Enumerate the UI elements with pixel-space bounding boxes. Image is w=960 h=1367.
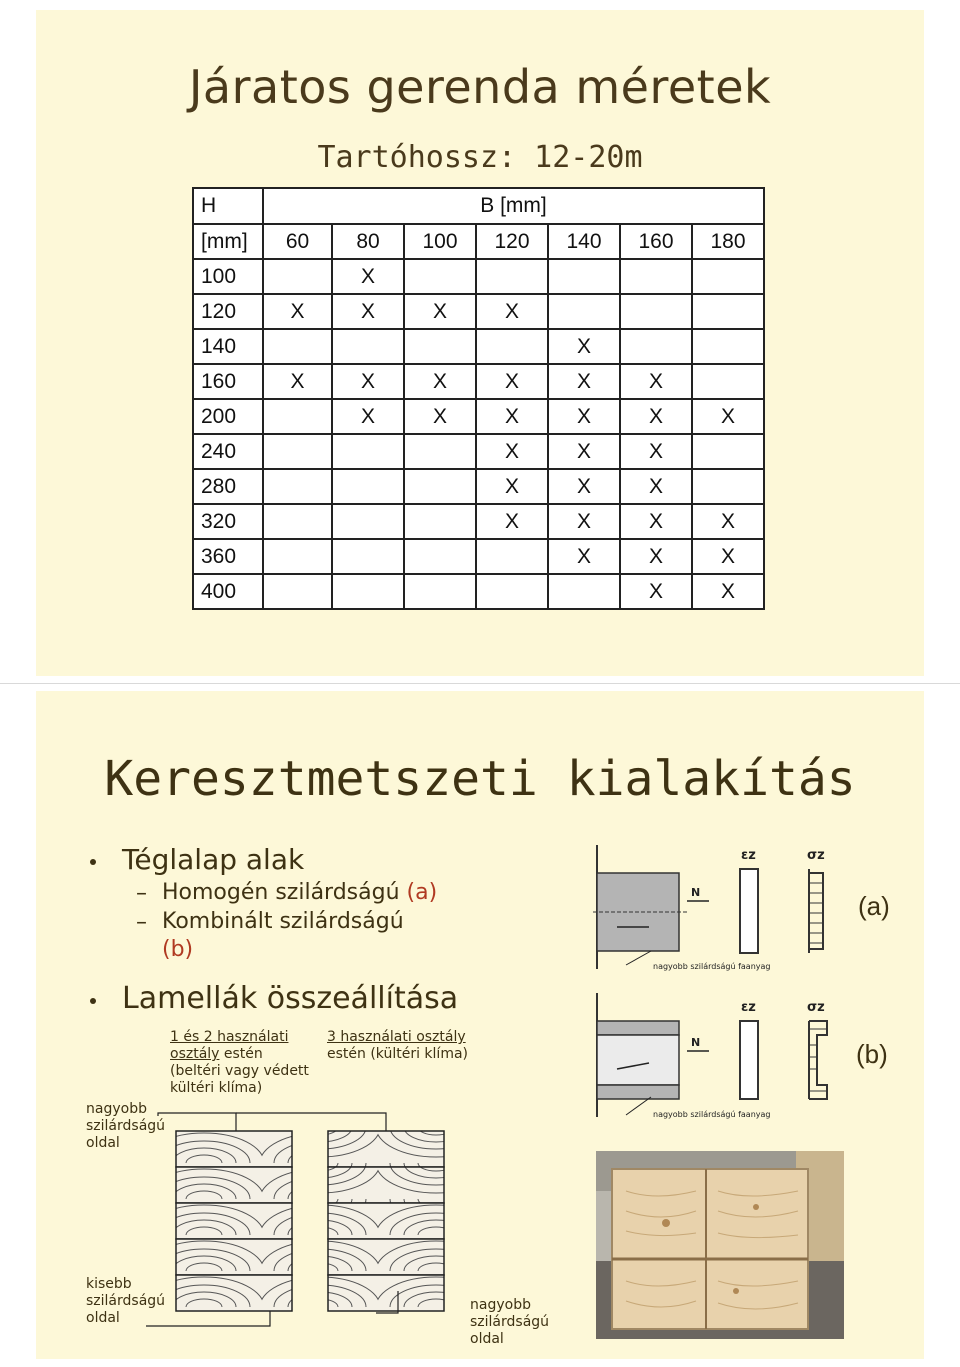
caption-a: nagyobb szilárdságú faanyag — [653, 962, 771, 971]
table-row — [193, 434, 764, 469]
table-cell: X — [548, 539, 620, 574]
row-header: 160 — [193, 364, 263, 399]
table-cell: X — [476, 434, 548, 469]
class3-note — [327, 1029, 468, 1063]
table-cell — [263, 434, 332, 469]
table-cell: X — [548, 399, 620, 434]
label-line: kisebb — [86, 1276, 132, 1292]
table-cell — [404, 434, 476, 469]
table-cell: X — [620, 504, 692, 539]
table-row — [193, 329, 764, 364]
sub-combined-tag: (b) — [162, 937, 194, 962]
bullet-lamella: Lamellák összeállítása — [122, 981, 459, 1016]
sub-homogeneous-tag: (a) — [406, 880, 438, 905]
table-cell — [476, 539, 548, 574]
table-cell: X — [692, 504, 764, 539]
label-line: nagyobb — [86, 1101, 147, 1117]
col-header: 160 — [620, 224, 692, 259]
table-cell — [404, 259, 476, 294]
table-cell — [548, 259, 620, 294]
table-cell: X — [476, 469, 548, 504]
row-header: 140 — [193, 329, 263, 364]
table-cell — [692, 434, 764, 469]
connector-right — [376, 1291, 416, 1331]
row-header: 200 — [193, 399, 263, 434]
table-cell — [332, 329, 404, 364]
table-cell: X — [404, 294, 476, 329]
col-header: 140 — [548, 224, 620, 259]
table-cell — [476, 329, 548, 364]
table-cell: X — [620, 574, 692, 609]
table-cell: X — [404, 364, 476, 399]
class12-line-3: (beltéri vagy védett — [170, 1063, 309, 1079]
row-header: 320 — [193, 504, 263, 539]
table-cell — [404, 504, 476, 539]
table-cell: X — [332, 294, 404, 329]
table-cell — [692, 294, 764, 329]
bullet-rectangular: Téglalap alak — [122, 843, 305, 876]
row-header: 100 — [193, 259, 263, 294]
n-label: N — [691, 1036, 701, 1049]
table-cell: X — [476, 294, 548, 329]
table-cell: X — [620, 364, 692, 399]
dash-marker: – — [136, 881, 147, 906]
table-cell: X — [476, 399, 548, 434]
sigma-label: σz — [807, 1000, 825, 1015]
table-cell — [620, 259, 692, 294]
row-header: 120 — [193, 294, 263, 329]
table-cell: X — [476, 364, 548, 399]
table-cell: X — [404, 399, 476, 434]
slide-title: Keresztmetszeti kialakítás — [104, 751, 856, 807]
class12-line-4: kültéri klíma) — [170, 1080, 263, 1096]
caption-b: nagyobb szilárdságú faanyag — [653, 1110, 771, 1119]
row-header: 400 — [193, 574, 263, 609]
row-header: 240 — [193, 434, 263, 469]
table-row — [193, 399, 764, 434]
slide-title: Járatos gerenda méretek — [188, 60, 772, 114]
table-row — [193, 574, 764, 609]
table-cell: X — [620, 434, 692, 469]
table-cell — [692, 259, 764, 294]
table-cell — [332, 539, 404, 574]
table-body — [193, 259, 764, 609]
dash-marker: – — [136, 910, 147, 935]
slide-subtitle: Tartóhossz: 12-20m — [317, 140, 643, 175]
table-cell — [620, 329, 692, 364]
lamella-stack-class3 — [328, 1131, 444, 1311]
table-cell — [692, 364, 764, 399]
row-header: 360 — [193, 539, 263, 574]
label-line: nagyobb — [470, 1297, 531, 1313]
epsilon-label: εz — [741, 848, 756, 863]
table-cell — [332, 504, 404, 539]
table-cell — [692, 469, 764, 504]
table-cell: X — [548, 329, 620, 364]
slide-cross-section — [36, 691, 924, 1359]
table-cell — [263, 329, 332, 364]
table-cell: X — [620, 469, 692, 504]
glulam-photo — [596, 1151, 844, 1339]
col-header: 80 — [332, 224, 404, 259]
table-cell — [332, 434, 404, 469]
n-label: N — [691, 886, 701, 899]
table-row — [193, 294, 764, 329]
table-row — [193, 469, 764, 504]
col-header: 180 — [692, 224, 764, 259]
table-row — [193, 504, 764, 539]
col-header: 120 — [476, 224, 548, 259]
bullet-dot — [90, 998, 96, 1004]
table-cell: X — [332, 259, 404, 294]
class3-line-1: 3 használati osztály — [327, 1029, 466, 1045]
table-cell: X — [332, 364, 404, 399]
table-cell — [263, 539, 332, 574]
label-line: szilárdságú — [86, 1118, 166, 1134]
class12-line-1: 1 és 2 használati — [170, 1029, 289, 1045]
h-header-cell — [193, 188, 263, 224]
table-cell — [263, 574, 332, 609]
class12-line-2b: estén — [219, 1046, 263, 1062]
table-cell — [263, 504, 332, 539]
lamella-stack-class12 — [176, 1131, 292, 1311]
label-b: (b) — [856, 1039, 888, 1069]
sub-homogeneous-text: Homogén szilárdságú — [162, 880, 407, 905]
table-cell: X — [548, 434, 620, 469]
label-a: (a) — [858, 891, 890, 921]
table-cell — [404, 469, 476, 504]
table-cell — [332, 469, 404, 504]
table-cell — [404, 574, 476, 609]
label-line: oldal — [86, 1135, 120, 1151]
table-cell: X — [263, 294, 332, 329]
table-cell — [404, 329, 476, 364]
table-cell — [620, 294, 692, 329]
col-header: 100 — [404, 224, 476, 259]
label-line: oldal — [470, 1331, 504, 1347]
class12-line-2a: osztály — [170, 1046, 220, 1062]
b-header-cell: B [mm] — [263, 188, 764, 224]
table-row — [193, 364, 764, 399]
label-stronger-side-bottom — [470, 1297, 549, 1348]
table-cell — [263, 399, 332, 434]
table-cell — [692, 329, 764, 364]
diagram-homogeneous — [591, 843, 841, 975]
beam-size-table — [192, 187, 765, 610]
label-line: oldal — [86, 1310, 120, 1326]
table-cell: X — [548, 504, 620, 539]
diagram-combined — [591, 991, 841, 1123]
table-cell: X — [548, 364, 620, 399]
h-unit-cell: [mm] — [193, 224, 263, 259]
h-label: H — [201, 194, 217, 217]
table-cell — [404, 539, 476, 574]
table-cell — [332, 574, 404, 609]
table-cell: X — [548, 469, 620, 504]
table-cell — [548, 294, 620, 329]
table-cell — [263, 469, 332, 504]
bullet-dot — [90, 859, 96, 865]
table-cell: X — [620, 399, 692, 434]
row-header: 280 — [193, 469, 263, 504]
sigma-label: σz — [807, 848, 825, 863]
sub-combined: Kombinált szilárdságú — [162, 909, 404, 934]
table-cell — [476, 259, 548, 294]
table-cell — [263, 259, 332, 294]
table-row — [193, 259, 764, 294]
label-line: szilárdságú — [470, 1314, 550, 1330]
sub-homogeneous — [162, 879, 437, 907]
table-cell — [476, 574, 548, 609]
table-cell: X — [332, 399, 404, 434]
table-cell: X — [620, 539, 692, 574]
class3-line-2: estén (kültéri klíma) — [327, 1046, 468, 1062]
table-cell — [548, 574, 620, 609]
class12-note — [170, 1029, 309, 1097]
table-cell: X — [692, 574, 764, 609]
table-cell: X — [692, 399, 764, 434]
epsilon-label: εz — [741, 1000, 756, 1015]
class12-line-2 — [170, 1046, 309, 1063]
table-row — [193, 539, 764, 574]
col-header: 60 — [263, 224, 332, 259]
slide-beam-sizes — [36, 10, 924, 676]
slide-separator — [0, 683, 960, 684]
table-cell: X — [692, 539, 764, 574]
table-cell: X — [263, 364, 332, 399]
label-line: szilárdságú — [86, 1293, 166, 1309]
table-cell: X — [476, 504, 548, 539]
